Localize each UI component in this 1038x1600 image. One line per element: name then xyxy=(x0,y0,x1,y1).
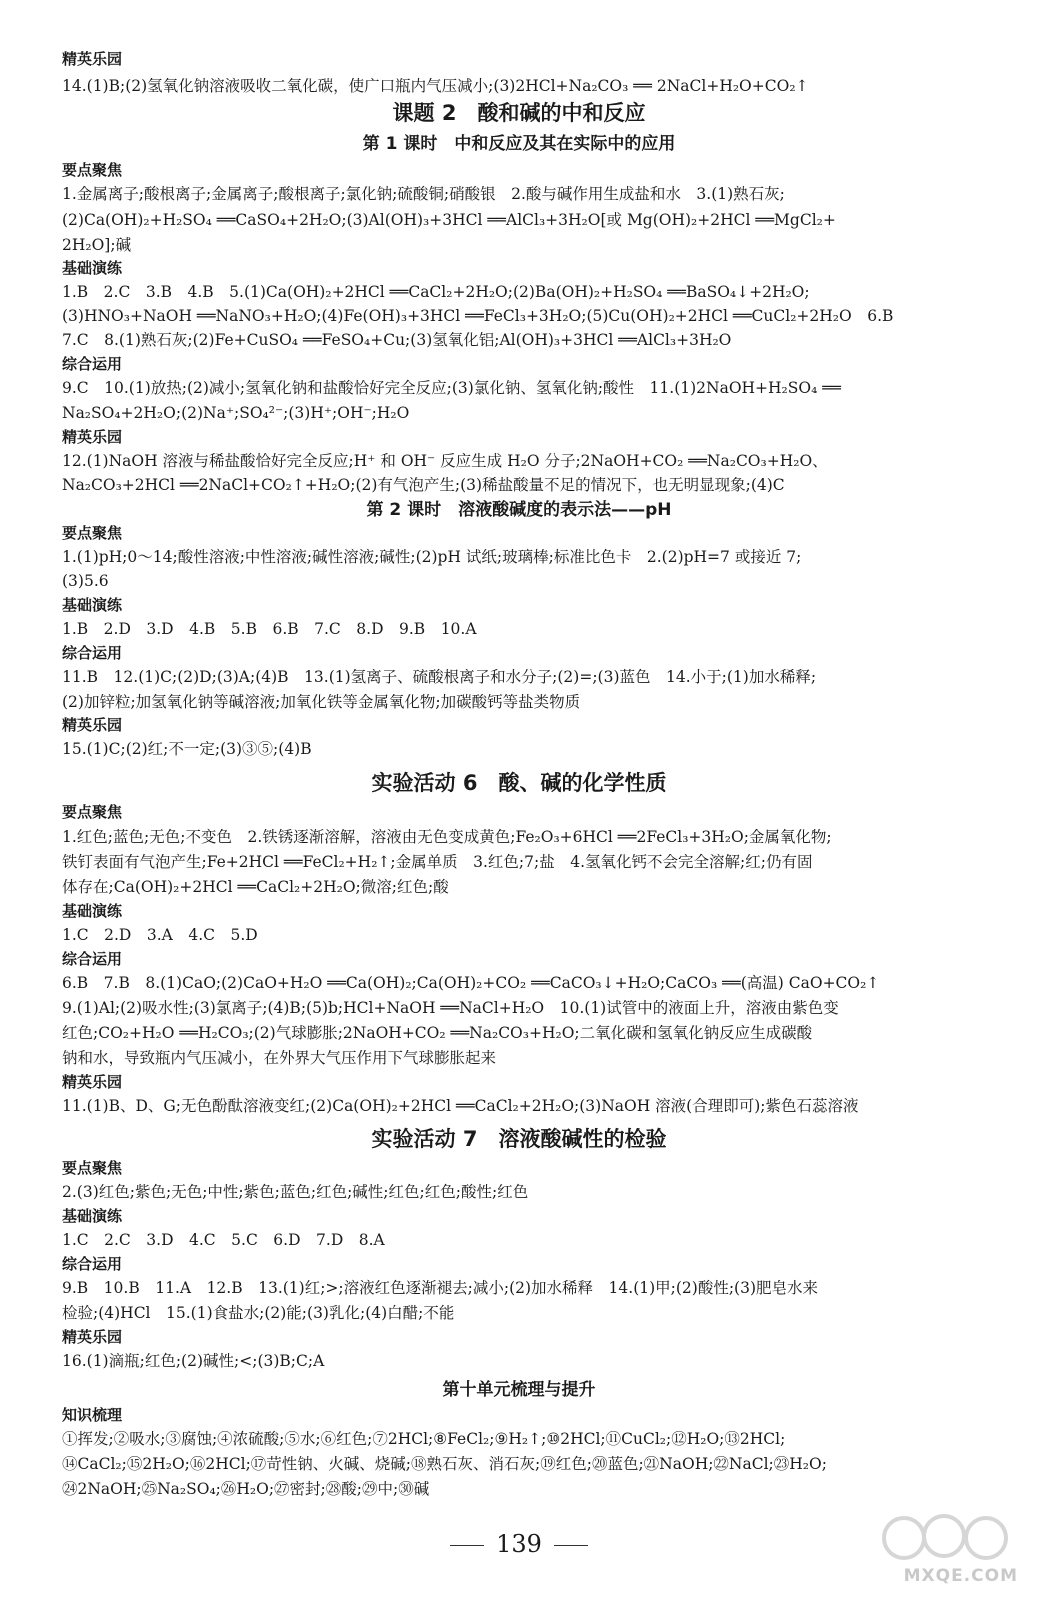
answer-line: 检验;(4)HCl 15.(1)食盐水;(2)能;(3)乳化;(4)白醋;不能 xyxy=(62,1304,455,1322)
period-title: 第 2 课时 溶液酸碱度的表示法——pH xyxy=(366,500,672,520)
unit-review-title: 第十单元梳理与提升 xyxy=(442,1380,596,1400)
answer-line: (3)HNO₃+NaOH ══NaNO₃+H₂O;(4)Fe(OH)₃+3HCl ══FeCl₃+3H₂O;(5)Cu(OH)₂+2HCl ══CuCl₂+2H₂O 6.B xyxy=(62,307,894,325)
activity-title: 实验活动 7 溶液酸碱性的检验 xyxy=(371,1127,667,1151)
answer-line: ㉔2NaOH;㉕Na₂SO₄;㉖H₂O;㉗密封;㉘酸;㉙中;㉚碱 xyxy=(62,1480,430,1498)
answer-line: Na₂CO₃+2HCl ══2NaCl+CO₂↑+H₂O;(2)有气泡产生;(3)稀盐酸量不足的情况下，也无明显现象;(4)C xyxy=(62,476,785,494)
answer-line: 7.C 8.(1)熟石灰;(2)Fe+CuSO₄ ══FeSO₄+Cu;(3)氢氧化铝;Al(OH)₃+3HCl ══AlCl₃+3H₂O xyxy=(62,331,732,349)
lesson-title: 课题 2 酸和碱的中和反应 xyxy=(392,101,646,125)
answer-line: 2.(3)红色;紫色;无色;中性;紫色;蓝色;红色;碱性;红色;红色;酸性;红色 xyxy=(62,1183,529,1201)
section-label-yaodian: 要点聚焦 xyxy=(62,524,123,542)
answer-line: 9.B 10.B 11.A 12.B 13.(1)红;>;溶液红色逐渐褪去;减小;(2)加水稀释 14.(1)甲;(2)酸性;(3)肥皂水来 xyxy=(62,1279,819,1297)
answer-line: 1.(1)pH;0～14;酸性溶液;中性溶液;碱性溶液;碱性;(2)pH 试纸;玻璃棒;标准比色卡 2.(2)pH=7 或接近 7; xyxy=(62,548,802,566)
answer-line: 1.C 2.D 3.A 4.C 5.D xyxy=(62,926,258,944)
answer-line: 11.B 12.(1)C;(2)D;(3)A;(4)B 13.(1)氢离子、硫酸根离子和水分子;(2)=;(3)蓝色 14.小于;(1)加水稀释; xyxy=(62,668,817,686)
answer-line: ①挥发;②吸水;③腐蚀;④浓硫酸;⑤水;⑥红色;⑦2HCl;⑧FeCl₂;⑨H₂↑;⑩2HCl;⑪CuCl₂;⑫H₂O;⑬2HCl; xyxy=(62,1430,786,1448)
section-label-yaodian: 要点聚焦 xyxy=(62,803,123,821)
section-label-jichu: 基础演练 xyxy=(62,596,123,614)
answer-line: 1.C 2.C 3.D 4.C 5.C 6.D 7.D 8.A xyxy=(62,1231,385,1249)
section-label-zonghe: 综合运用 xyxy=(62,950,123,968)
section-label-jingying: 精英乐园 xyxy=(62,1328,123,1346)
page-number-dash-right xyxy=(554,1545,588,1546)
answer-line: 6.B 7.B 8.(1)CaO;(2)CaO+H₂O ══Ca(OH)₂;Ca(OH)₂+CO₂ ══CaCO₃↓+H₂O;CaCO₃ ══(高温) CaO+CO₂↑ xyxy=(62,974,880,992)
page-number-value: 139 xyxy=(496,1530,542,1558)
answer-line: 1.B 2.D 3.D 4.B 5.B 6.B 7.C 8.D 9.B 10.A xyxy=(62,620,477,638)
section-label-zonghe: 综合运用 xyxy=(62,1255,123,1273)
answer-line: 1.金属离子;酸根离子;金属离子;酸根离子;氯化钠;硫酸铜;硝酸银 2.酸与碱作用生成盐和水 3.(1)熟石灰; xyxy=(62,185,785,203)
answer-line: 16.(1)滴瓶;红色;(2)碱性;<;(3)B;C;A xyxy=(62,1352,325,1370)
answer-line: 11.(1)B、D、G;无色酚酞溶液变红;(2)Ca(OH)₂+2HCl ══CaCl₂+2H₂O;(3)NaOH 溶液(合理即可);紫色石蕊溶液 xyxy=(62,1097,859,1115)
section-label-jingying: 精英乐园 xyxy=(62,1073,123,1091)
answer-line: 9.C 10.(1)放热;(2)减小;氢氧化钠和盐酸恰好完全反应;(3)氯化钠、氢氧化钠;酸性 11.(1)2NaOH+H₂SO₄ ══ xyxy=(62,379,841,397)
answer-line: 体存在;Ca(OH)₂+2HCl ══CaCl₂+2H₂O;微溶;红色;酸 xyxy=(62,878,449,896)
answer-line: Na₂SO₄+2H₂O;(2)Na⁺;SO₄²⁻;(3)H⁺;OH⁻;H₂O xyxy=(62,404,410,422)
section-label-jingying: 精英乐园 xyxy=(62,50,123,68)
answer-line: 铁钉表面有气泡产生;Fe+2HCl ══FeCl₂+H₂↑;金属单质 3.红色;7;盐 4.氢氧化钙不会完全溶解;红;仍有固 xyxy=(62,853,813,871)
answer-line: (3)5.6 xyxy=(62,572,109,590)
answer-line: 15.(1)C;(2)红;不一定;(3)③⑤;(4)B xyxy=(62,740,312,758)
answer-line: 12.(1)NaOH 溶液与稀盐酸恰好完全反应;H⁺ 和 OH⁻ 反应生成 H₂O 分子;2NaOH+CO₂ ══Na₂CO₃+H₂O、 xyxy=(62,452,828,470)
answer-line: 钠和水，导致瓶内气压减小，在外界大气压作用下气球膨胀起来 xyxy=(62,1049,497,1067)
answer-line: 9.(1)Al;(2)吸水性;(3)氯离子;(4)B;(5)b;HCl+NaOH ══NaCl+H₂O 10.(1)试管中的液面上升，溶液由紫色变 xyxy=(62,999,839,1017)
section-label-zonghe: 综合运用 xyxy=(62,644,123,662)
answer-line: ⑭CaCl₂;⑮2H₂O;⑯2HCl;⑰苛性钠、火碱、烧碱;⑱熟石灰、消石灰;⑲红色;⑳蓝色;㉑NaOH;㉒NaCl;㉓H₂O; xyxy=(62,1455,827,1473)
answer-line: (2)Ca(OH)₂+H₂SO₄ ══CaSO₄+2H₂O;(3)Al(OH)₃+3HCl ══AlCl₃+3H₂O[或 Mg(OH)₂+2HCl ══MgCl₂+ xyxy=(62,211,836,229)
answer-line: 1.B 2.C 3.B 4.B 5.(1)Ca(OH)₂+2HCl ══CaCl₂+2H₂O;(2)Ba(OH)₂+H₂SO₄ ══BaSO₄↓+2H₂O; xyxy=(62,283,810,301)
answer-line: 1.红色;蓝色;无色;不变色 2.铁锈逐渐溶解，溶液由无色变成黄色;Fe₂O₃+6HCl ══2FeCl₃+3H₂O;金属氧化物; xyxy=(62,828,832,846)
page-number-dash-left xyxy=(450,1545,484,1546)
section-label-yaodian: 要点聚焦 xyxy=(62,1159,123,1177)
answer-line: 14.(1)B;(2)氢氧化钠溶液吸收二氧化碳，使广口瓶内气压减小;(3)2HCl+Na₂CO₃ ══ 2NaCl+H₂O+CO₂↑ xyxy=(62,77,809,95)
period-title: 第 1 课时 中和反应及其在实际中的应用 xyxy=(362,134,676,154)
activity-title: 实验活动 6 酸、碱的化学性质 xyxy=(371,771,667,795)
answer-line: 2H₂O];碱 xyxy=(62,236,132,254)
answer-line: (2)加锌粒;加氢氧化钠等碱溶液;加氧化铁等金属氧化物;加碳酸钙等盐类物质 xyxy=(62,693,581,711)
answer-line: 红色;CO₂+H₂O ══H₂CO₃;(2)气球膨胀;2NaOH+CO₂ ══Na₂CO₃+H₂O;二氧化碳和氢氧化钠反应生成碳酸 xyxy=(62,1024,813,1042)
section-label-yaodian: 要点聚焦 xyxy=(62,161,123,179)
section-label-zonghe: 综合运用 xyxy=(62,355,123,373)
section-label-jingying: 精英乐园 xyxy=(62,428,123,446)
section-label-jichu: 基础演练 xyxy=(62,259,123,277)
section-label-jichu: 基础演练 xyxy=(62,902,123,920)
watermark-text: MXQE.COM xyxy=(903,1566,1018,1586)
section-label-zhishi: 知识梳理 xyxy=(62,1406,123,1424)
section-label-jichu: 基础演练 xyxy=(62,1207,123,1225)
section-label-jingying: 精英乐园 xyxy=(62,716,123,734)
